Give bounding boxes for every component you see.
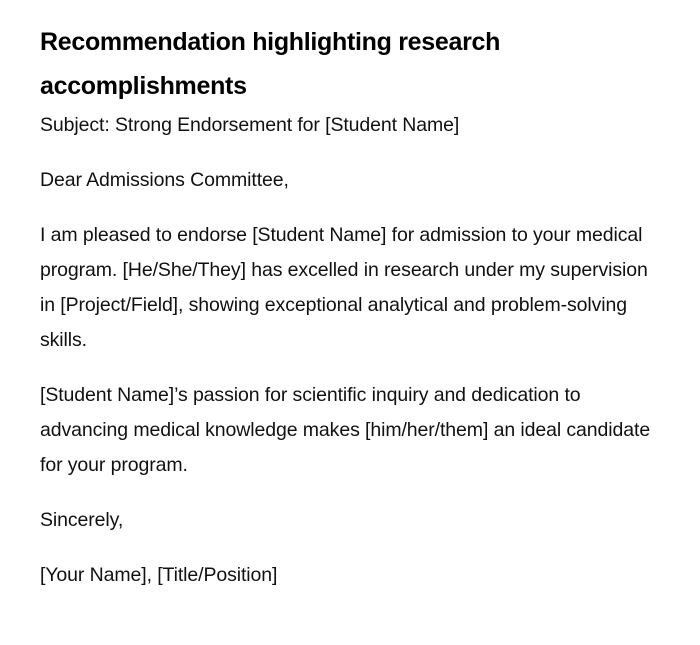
body-paragraph-passion: [Student Name]’s passion for scientific inquiry and dedication to advancing medical knowledge makes [him/her/them] an ideal candidate for your program. xyxy=(40,384,651,476)
closing: Sincerely, xyxy=(40,509,124,531)
subject-line: Subject: Strong Endorsement for [Student Name] xyxy=(40,114,460,136)
body-paragraph-endorsement: I am pleased to endorse [Student Name] for admission to your medical program. [He/She/They] has excelled in research under my supervision in [Project/Field], showing exceptional analytical and problem-solving skills. xyxy=(40,224,648,351)
signature: [Your Name], [Title/Position] xyxy=(40,564,278,586)
document-title: Recommendation highlighting research accomplishments xyxy=(40,28,501,100)
salutation: Dear Admissions Committee, xyxy=(40,169,289,191)
